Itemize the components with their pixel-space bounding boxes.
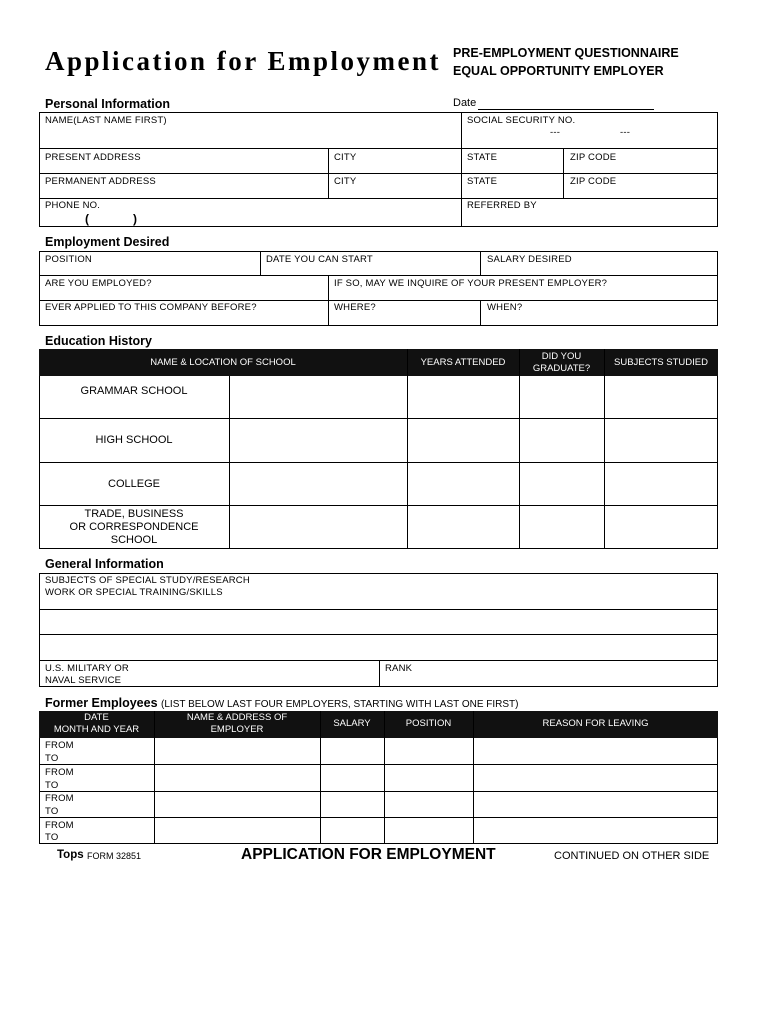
present-address-field[interactable]: PRESENT ADDRESS xyxy=(45,152,141,163)
col-date-2: MONTH AND YEAR xyxy=(53,724,140,735)
inquire-field[interactable]: IF SO, MAY WE INQUIRE OF YOUR PRESENT EMPLOYER? xyxy=(334,278,608,289)
permanent-state-field[interactable]: STATE xyxy=(467,176,498,187)
divider xyxy=(39,462,718,463)
divider xyxy=(39,817,718,818)
position-field[interactable]: POSITION xyxy=(45,254,92,265)
permanent-zip-field[interactable]: ZIP CODE xyxy=(570,176,617,187)
divider xyxy=(39,634,718,635)
start-date-field[interactable]: DATE YOU CAN START xyxy=(266,254,373,265)
divider xyxy=(39,300,718,301)
former-employees-title: Former Employees xyxy=(45,696,158,710)
form-title: Application for Employment xyxy=(45,46,442,76)
special-study-field[interactable]: SUBJECTS OF SPECIAL STUDY/RESEARCH xyxy=(45,575,250,586)
divider xyxy=(407,349,408,549)
col-school-name: NAME & LOCATION OF SCHOOL xyxy=(150,357,296,368)
divider xyxy=(328,148,329,198)
to-label: TO xyxy=(45,806,59,817)
permanent-city-field[interactable]: CITY xyxy=(334,176,357,187)
divider xyxy=(320,711,321,844)
military-field[interactable]: U.S. MILITARY OR xyxy=(45,663,129,674)
divider xyxy=(39,764,718,765)
col-graduate-2: GRADUATE? xyxy=(532,363,591,374)
divider xyxy=(39,791,718,792)
phone-paren-close: ) xyxy=(133,212,137,226)
footer-title: APPLICATION FOR EMPLOYMENT xyxy=(241,846,496,863)
present-state-field[interactable]: STATE xyxy=(467,152,498,163)
name-field[interactable]: NAME(LAST NAME FIRST) xyxy=(45,115,167,126)
divider xyxy=(39,173,718,174)
divider xyxy=(563,148,564,198)
salary-desired-field[interactable]: SALARY DESIRED xyxy=(487,254,572,265)
divider xyxy=(480,300,481,326)
col-date-1: DATE xyxy=(84,712,109,723)
ssn-dash: --- xyxy=(620,127,631,138)
referred-by-field[interactable]: REFERRED BY xyxy=(467,200,537,211)
general-info-heading: General Information xyxy=(45,557,164,571)
special-training-label: WORK OR SPECIAL TRAINING/SKILLS xyxy=(45,587,223,598)
to-label: TO xyxy=(45,753,59,764)
phone-field[interactable]: PHONE NO. xyxy=(45,200,101,211)
questionnaire-heading: PRE-EMPLOYMENT QUESTIONNAIRE xyxy=(453,46,679,60)
divider xyxy=(379,660,380,687)
divider xyxy=(39,505,718,506)
when-field[interactable]: WHEN? xyxy=(487,302,523,313)
employment-desired-heading: Employment Desired xyxy=(45,235,170,249)
where-field[interactable]: WHERE? xyxy=(334,302,376,313)
personal-info-heading: Personal Information xyxy=(45,97,171,111)
divider xyxy=(604,349,605,549)
to-label: TO xyxy=(45,832,59,843)
brand-logo: Tops xyxy=(57,849,84,861)
ssn-field[interactable]: SOCIAL SECURITY NO. xyxy=(467,115,576,126)
from-label: FROM xyxy=(45,793,74,804)
divider xyxy=(260,251,261,275)
divider xyxy=(461,112,462,227)
phone-paren-open: ( xyxy=(85,212,89,226)
rank-field[interactable]: RANK xyxy=(385,663,413,674)
divider xyxy=(519,349,520,549)
education-heading: Education History xyxy=(45,334,152,348)
employed-field[interactable]: ARE YOU EMPLOYED? xyxy=(45,278,152,289)
present-zip-field[interactable]: ZIP CODE xyxy=(570,152,617,163)
from-label: FROM xyxy=(45,767,74,778)
form-number: FORM 32851 xyxy=(87,851,142,861)
divider xyxy=(480,251,481,275)
from-label: FROM xyxy=(45,740,74,751)
divider xyxy=(39,198,718,199)
applied-before-field[interactable]: EVER APPLIED TO THIS COMPANY BEFORE? xyxy=(45,302,257,313)
col-reason-leaving: REASON FOR LEAVING xyxy=(542,718,649,729)
col-employer-1: NAME & ADDRESS OF xyxy=(186,712,288,723)
divider xyxy=(384,711,385,844)
former-employees-instruction: (LIST BELOW LAST FOUR EMPLOYERS, STARTING WITH LAST ONE FIRST) xyxy=(161,699,519,710)
grammar-school-label: GRAMMAR SCHOOL xyxy=(80,385,188,397)
col-employer-2: EMPLOYER xyxy=(210,724,264,735)
date-field[interactable] xyxy=(478,109,654,110)
trade-line-2: OR CORRESPONDENCE xyxy=(69,521,199,533)
ssn-dash: --- xyxy=(550,127,561,138)
col-position: POSITION xyxy=(405,718,452,729)
col-salary: SALARY xyxy=(333,718,371,729)
divider xyxy=(473,711,474,844)
naval-service-label: NAVAL SERVICE xyxy=(45,675,122,686)
col-years-attended: YEARS ATTENDED xyxy=(420,357,506,368)
present-city-field[interactable]: CITY xyxy=(334,152,357,163)
personal-info-box xyxy=(39,112,718,227)
to-label: TO xyxy=(45,780,59,791)
divider xyxy=(328,275,329,326)
continued-note: CONTINUED ON OTHER SIDE xyxy=(554,850,710,862)
divider xyxy=(39,418,718,419)
former-employees-heading xyxy=(45,696,519,710)
divider xyxy=(39,275,718,276)
eoe-heading: EQUAL OPPORTUNITY EMPLOYER xyxy=(453,64,664,78)
trade-line-1: TRADE, BUSINESS xyxy=(84,508,184,520)
col-graduate-1: DID YOU xyxy=(541,351,582,362)
trade-line-3: SCHOOL xyxy=(110,534,158,546)
trade-school-label xyxy=(39,508,229,547)
divider xyxy=(39,609,718,610)
divider xyxy=(39,148,718,149)
from-label: FROM xyxy=(45,820,74,831)
col-subjects-studied: SUBJECTS STUDIED xyxy=(614,357,708,368)
date-label: Date xyxy=(453,97,477,109)
high-school-label: HIGH SCHOOL xyxy=(95,434,173,446)
college-label: COLLEGE xyxy=(108,478,160,490)
permanent-address-field[interactable]: PERMANENT ADDRESS xyxy=(45,176,156,187)
